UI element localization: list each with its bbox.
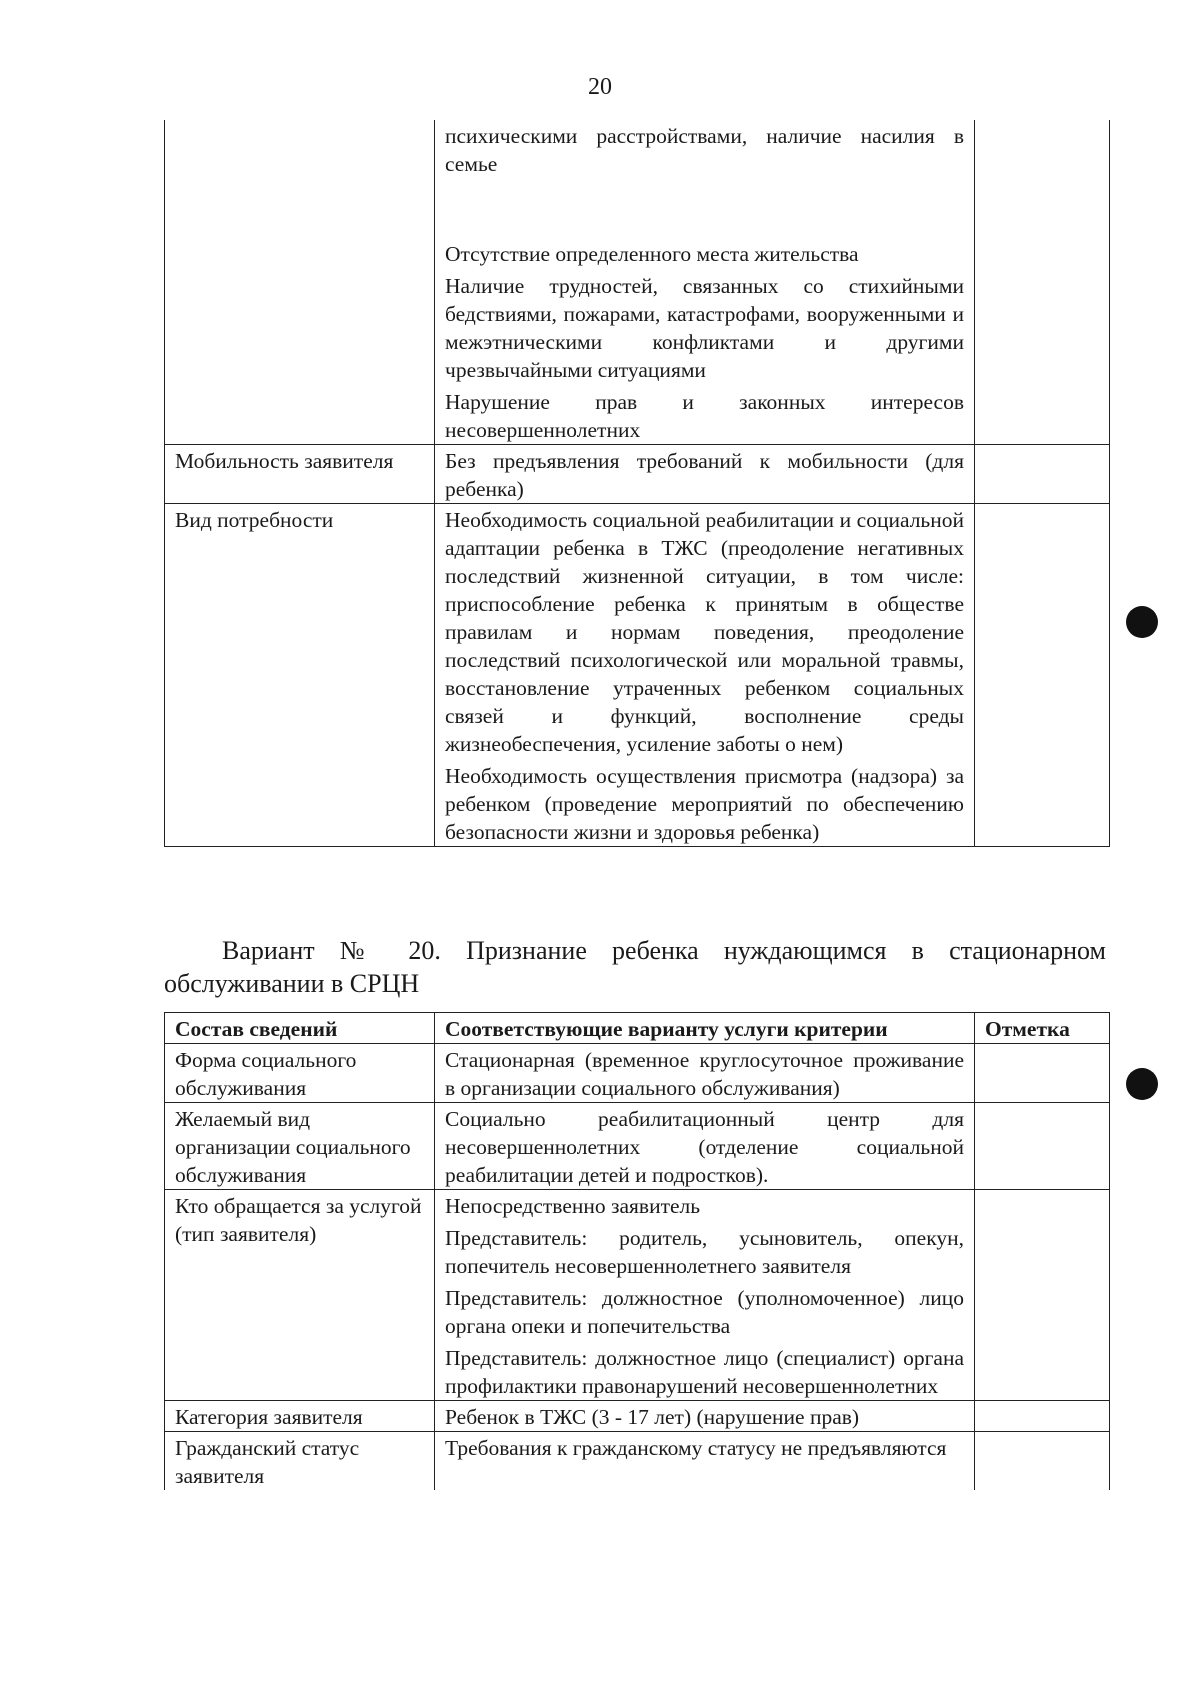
- row-label: Форма социального обслуживания: [165, 1044, 435, 1103]
- mark-cell: [975, 504, 1110, 847]
- row-label: Желаемый вид организации социального обслуживания: [165, 1103, 435, 1190]
- punch-hole-mark: [1126, 1068, 1158, 1100]
- criteria-cell: [435, 1044, 975, 1103]
- mark-cell: [975, 1401, 1110, 1432]
- row-label: Категория заявителя: [165, 1401, 435, 1432]
- row-label: [165, 120, 435, 445]
- criteria-cell: [435, 504, 975, 847]
- table-row: [165, 1103, 1110, 1190]
- criteria-cell: [435, 1103, 975, 1190]
- criterion-text: Представитель: родитель, усыновитель, опекун, попечитель несовершеннолетнего заявителя: [445, 1226, 964, 1278]
- criterion-text: Необходимость социальной реабилитации и социальной адаптации ребенка в ТЖС (преодоление негативных последствий жизненной ситуации, в том числе: приспособление ребенка к принятым в обществе правилам и нормам поведения, преодоление последствий психологической или моральной травмы, восстановление утраченных ребенком социальных связей и функций, восполнение среды жизнеобеспечения, усиление заботы о нем): [445, 508, 964, 756]
- punch-hole-mark: [1126, 606, 1158, 638]
- row-label: Гражданский статус заявителя: [165, 1432, 435, 1491]
- table-header-row: [165, 1013, 1110, 1044]
- criterion-text: Без предъявления требований к мобильности (для ребенка): [445, 449, 964, 501]
- criterion-text: Ребенок в ТЖС (3 - 17 лет) (нарушение прав): [445, 1405, 860, 1429]
- mark-cell: [975, 1432, 1110, 1491]
- criteria-table: [164, 1012, 1110, 1490]
- table-row: [165, 1190, 1110, 1401]
- row-label: Вид потребности: [165, 504, 435, 847]
- criteria-cell: [435, 120, 975, 445]
- criterion-text: Стационарная (временное круглосуточное проживание в организации социального обслуживания): [445, 1048, 964, 1100]
- row-label: Мобильность заявителя: [165, 445, 435, 504]
- criterion-text: Представитель: должностное (уполномоченное) лицо органа опеки и попечительства: [445, 1286, 964, 1338]
- criterion-text: Нарушение прав и законных интересов несовершеннолетних: [445, 390, 964, 442]
- criteria-cell: [435, 1432, 975, 1491]
- column-header: Соответствующие варианту услуги критерии: [435, 1013, 975, 1044]
- criterion-text: Требования к гражданскому статусу не предъявляются: [445, 1436, 947, 1460]
- criterion-text: психическими расстройствами, наличие насилия в семье: [445, 124, 964, 176]
- row-label: Кто обращается за услугой (тип заявителя): [165, 1190, 435, 1401]
- mark-cell: [975, 120, 1110, 445]
- column-header: Отметка: [975, 1013, 1110, 1044]
- table-row: [165, 1044, 1110, 1103]
- table-row: [165, 1432, 1110, 1491]
- criteria-table-continued: [164, 120, 1110, 847]
- criterion-text: Отсутствие определенного места жительства: [445, 242, 859, 266]
- criteria-cell: [435, 445, 975, 504]
- mark-cell: [975, 1044, 1110, 1103]
- table-row: [165, 504, 1110, 847]
- criterion-text: Представитель: должностное лицо (специалист) органа профилактики правонарушений несовершеннолетних: [445, 1346, 964, 1398]
- section-title: Вариант № 20. Признание ребенка нуждающимся в стационарном обслуживании в СРЦН: [164, 936, 1106, 998]
- page-number: 20: [588, 74, 612, 100]
- table-row: [165, 1401, 1110, 1432]
- criterion-text: Социально реабилитационный центр для несовершеннолетних (отделение социальной реабилитации детей и подростков).: [445, 1107, 964, 1187]
- mark-cell: [975, 1190, 1110, 1401]
- mark-cell: [975, 445, 1110, 504]
- criteria-cell: [435, 1190, 975, 1401]
- mark-cell: [975, 1103, 1110, 1190]
- criterion-text: Необходимость осуществления присмотра (надзора) за ребенком (проведение мероприятий по обеспечению безопасности жизни и здоровья ребенка): [445, 764, 964, 844]
- table-row: [165, 445, 1110, 504]
- criterion-text: Непосредственно заявитель: [445, 1194, 701, 1218]
- criterion-text: Наличие трудностей, связанных со стихийными бедствиями, пожарами, катастрофами, вооруженными и межэтническими конфликтами и другими чрезвычайными ситуациями: [445, 274, 964, 382]
- criteria-cell: [435, 1401, 975, 1432]
- column-header: Состав сведений: [165, 1013, 435, 1044]
- table-row: [165, 120, 1110, 445]
